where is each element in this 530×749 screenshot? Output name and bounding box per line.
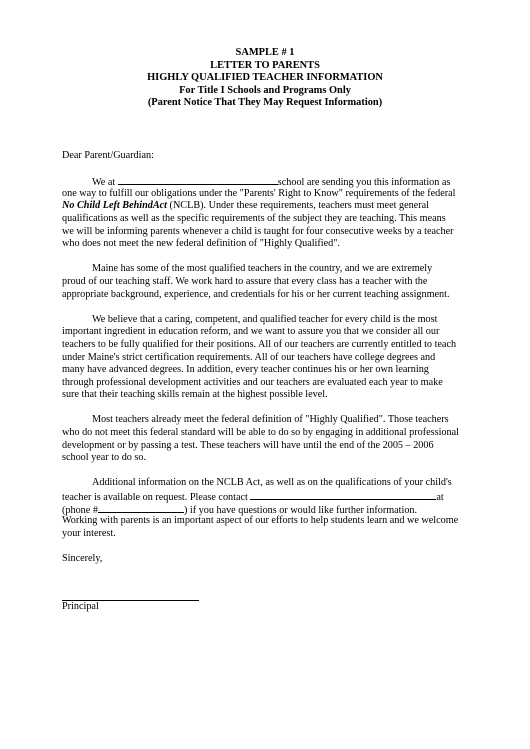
paragraph-5-line: [62, 503, 474, 516]
paragraph-3-line: important ingredient in education reform, and we want to assure you that we consider all our: [62, 326, 440, 338]
paragraph-5-line: [62, 490, 474, 503]
paragraph-2-line: proud of our teaching staff. We work hard to assure that every class has a teacher with the: [62, 275, 428, 287]
closing-text: Sincerely,: [62, 553, 103, 564]
paragraph-4: [62, 414, 474, 464]
letter-title: LETTER TO PARENTS: [210, 59, 320, 71]
paragraph-2-line: Maine has some of the most qualified teachers in the country, and we are extremely: [92, 263, 433, 275]
text-span: at: [436, 492, 444, 504]
paragraph-1-line: qualifications as well as the specific requirements of the subject they are teaching. This means: [62, 212, 446, 224]
text-span: (NCLB). Under these requirements, teachers must meet general: [167, 200, 429, 212]
paragraph-3: [62, 314, 474, 402]
contact-name-blank[interactable]: [250, 490, 436, 500]
paragraph-3-line: teachers to be fully qualified for their positions. All of our teachers are currently entitled to teach: [62, 338, 457, 350]
paragraph-4-line: development or by passing a test. These teachers will have until the end of the 2005 – 2006: [62, 439, 434, 451]
paragraph-3-line: under Maine's strict certification requirements. All of our teachers have college degrees and: [62, 351, 436, 363]
paragraph-3-line: through professional development activities and our teachers are evaluated each year to make: [62, 376, 443, 388]
salutation: Dear Parent/Guardian:: [62, 150, 154, 161]
text-span: teacher is available on request. Please contact: [62, 492, 251, 504]
paragraph-1-line: [62, 200, 474, 213]
paragraph-4-line: who do not meet this federal standard will be able to do so by engaging in additional professional: [62, 427, 459, 439]
text-span: school are sending you this information as: [277, 177, 451, 189]
paragraph-5-line: Working with parents is an important aspect of our efforts to help students learn and we welcome: [62, 515, 459, 527]
closing: [62, 553, 474, 566]
paragraph-1: [62, 175, 474, 251]
paragraph-5-line: your interest.: [62, 527, 116, 539]
paragraph-5: [62, 477, 474, 540]
text-span: (phone #: [62, 504, 98, 516]
paragraph-4-line: school year to do so.: [62, 452, 147, 464]
letter-scope: For Title I Schools and Programs Only: [179, 84, 351, 96]
paragraph-1-line: who does not meet the new federal definition of "Highly Qualified".: [62, 238, 340, 250]
school-name-blank[interactable]: [118, 175, 278, 185]
paragraph-2-line: appropriate background, experience, and credentials for his or her current teaching assignment.: [62, 288, 450, 300]
letter-note: (Parent Notice That They May Request Information): [147, 97, 383, 109]
text-span: We at: [92, 177, 118, 189]
act-name: No Child Left BehindAct: [62, 200, 167, 212]
paragraph-5-line: Additional information on the NCLB Act, as well as on the qualifications of your child's: [92, 477, 452, 489]
signature-title: Principal: [62, 600, 99, 612]
text-span: ) if you have questions or would like further information.: [183, 504, 418, 516]
paragraph-3-line: sure that their teaching skills remain at the highest possible level.: [62, 389, 328, 401]
paragraph-2: [62, 263, 474, 301]
paragraph-4-line: Most teachers already meet the federal definition of "Highly Qualified". Those teachers: [92, 414, 449, 426]
paragraph-1-line: [62, 175, 474, 188]
paragraph-1-line: one way to fulfill our obligations under the "Parents' Right to Know" requirements of the federal: [62, 187, 456, 199]
phone-number-blank[interactable]: [98, 503, 184, 513]
paragraph-3-line: many have advanced degrees. In addition, every teacher continues his or her own learning: [62, 364, 429, 376]
sample-number: SAMPLE # 1: [235, 47, 295, 58]
letter-body: [62, 150, 474, 613]
paragraph-3-line: We believe that a caring, competent, and qualified teacher for every child is the most: [92, 313, 438, 325]
paragraph-1-line: we will be informing parents whenever a child is taught for four consecutive weeks by a teacher: [62, 225, 454, 237]
letter-subject: HIGHLY QUALIFIED TEACHER INFORMATION: [147, 72, 383, 84]
letter-header: [0, 47, 530, 110]
